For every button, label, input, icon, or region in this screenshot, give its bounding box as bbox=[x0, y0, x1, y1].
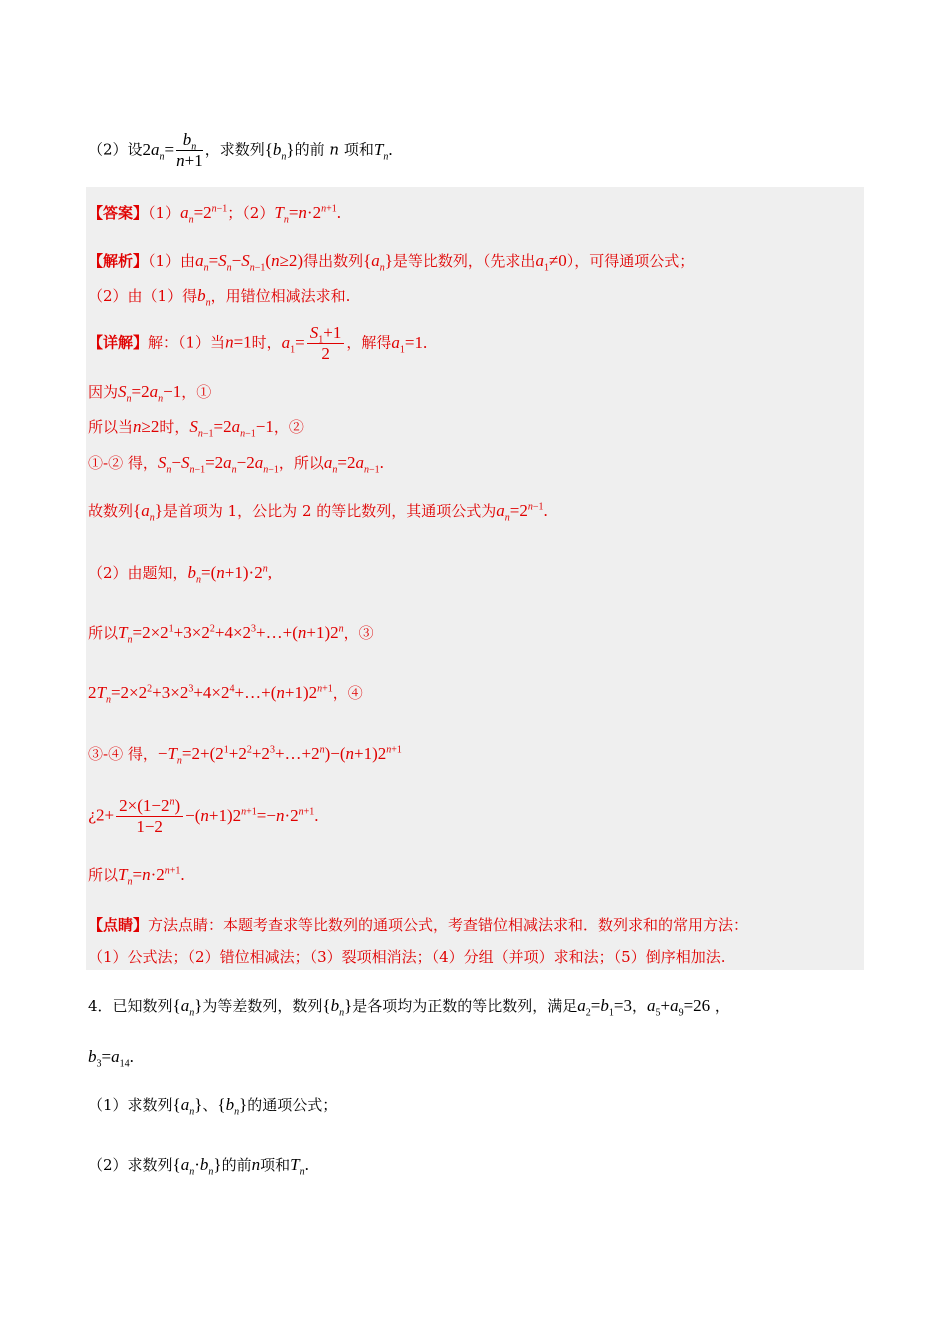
analysis-line-2: （2）由（1）得$b_n$，用错位相减法求和. bbox=[88, 286, 351, 309]
step-2: 所以当n≥2时，$S_{n-1}=2a_{n-1}-1$，② bbox=[88, 417, 304, 440]
answer-line: 【答案】$(1)a_n=2^{n-1}$；$(2)T_n=n\cdot 2^{n+1}$. bbox=[88, 203, 341, 226]
step-1: 因为$S_n=2a_n-1$，① bbox=[88, 382, 212, 405]
comment-line-1: 【点睛】方法点睛：本题考查求等比数列的通项公式，考查错位相减法求和．数列求和的常用方法： bbox=[88, 916, 749, 934]
sum-line-3: ③-④ 得，$-T_n=2+(2^1+2^2+2^3+\dots+2^n)-(n+1)2^{n+1}$ bbox=[88, 744, 402, 767]
sum-line-1: 所以$T_n=2\times 2^1+3\times 2^2+4\times 2^3+\dots+(n+1)2^n$，③ bbox=[88, 623, 374, 646]
q4-part2: （2）求数列$\{a_n\cdot b_n\}$的前n项和$T_n$. bbox=[88, 1155, 309, 1178]
detail-line-1: 【详解】解：（1）当n=1时，$a_1=$ $\frac{S_1+1}{2}$ ，解得$a_1=1$. bbox=[88, 323, 428, 363]
step-4: 故数列$\{a_n\}$是首项为 1，公比为 2 的等比数列，其通项公式为$a_n=2^{n-1}$. bbox=[88, 501, 548, 524]
fraction: $\frac{2\times(1-2^n)}{1-2}$ bbox=[116, 796, 183, 837]
final-line: 所以$T_n=n\cdot 2^{n+1}$. bbox=[88, 865, 185, 888]
comment-line-2: （1）公式法；（2）错位相减法；（3）裂项相消法；（4）分组（并项）求和法；（5）倒序相加法. bbox=[88, 948, 726, 966]
q4-stem-line-1: 4．已知数列$\{a_n\}$为等差数列，数列$\{b_n\}$是各项均为正数的等比数列，满足$a_2=b_1=3$，$a_5+a_9=26$ ， bbox=[88, 996, 730, 1019]
analysis-line-1: 【解析】（1）由$a_n=S_n-S_{n-1}(n\ge 2)$得出数列$\{a_n\}$是等比数列，（先求出$a_1\ne 0$），可得通项公式； bbox=[88, 251, 695, 274]
sum-line-4: ¿2+ $\frac{2\times(1-2^n)}{1-2}$ $-(n+1)2^{n+1}=-n\cdot 2^{n+1}$. bbox=[88, 796, 319, 836]
part2-line: （2）由题知，$b_n=(n+1)\cdot 2^n$, bbox=[88, 563, 272, 586]
sum-line-2: $2T_n=2\times 2^2+3\times 2^3+4\times 2^4+\dots+(n+1)2^{n+1}$，④ bbox=[88, 683, 363, 706]
step-3: ①-② 得，$S_n-S_{n-1}=2a_n-2a_{n-1}$，所以$a_n=2a_{n-1}$. bbox=[88, 453, 384, 476]
fraction: $\frac{S_1+1}{2}$ bbox=[307, 323, 345, 364]
fraction: $\frac{b_n}{n+1}$ bbox=[176, 130, 203, 170]
q3-part2-line: （2）设$2a_n=$ $\frac{b_n}{n+1}$ ，求数列$\{b_n\}$的前 n 项和$T_n$. bbox=[88, 130, 393, 170]
q4-part1: （1）求数列$\{a_n\}$、$\{b_n\}$的通项公式； bbox=[88, 1095, 338, 1118]
q4-stem-line-2: $b_3=a_{14}$. bbox=[88, 1047, 134, 1070]
